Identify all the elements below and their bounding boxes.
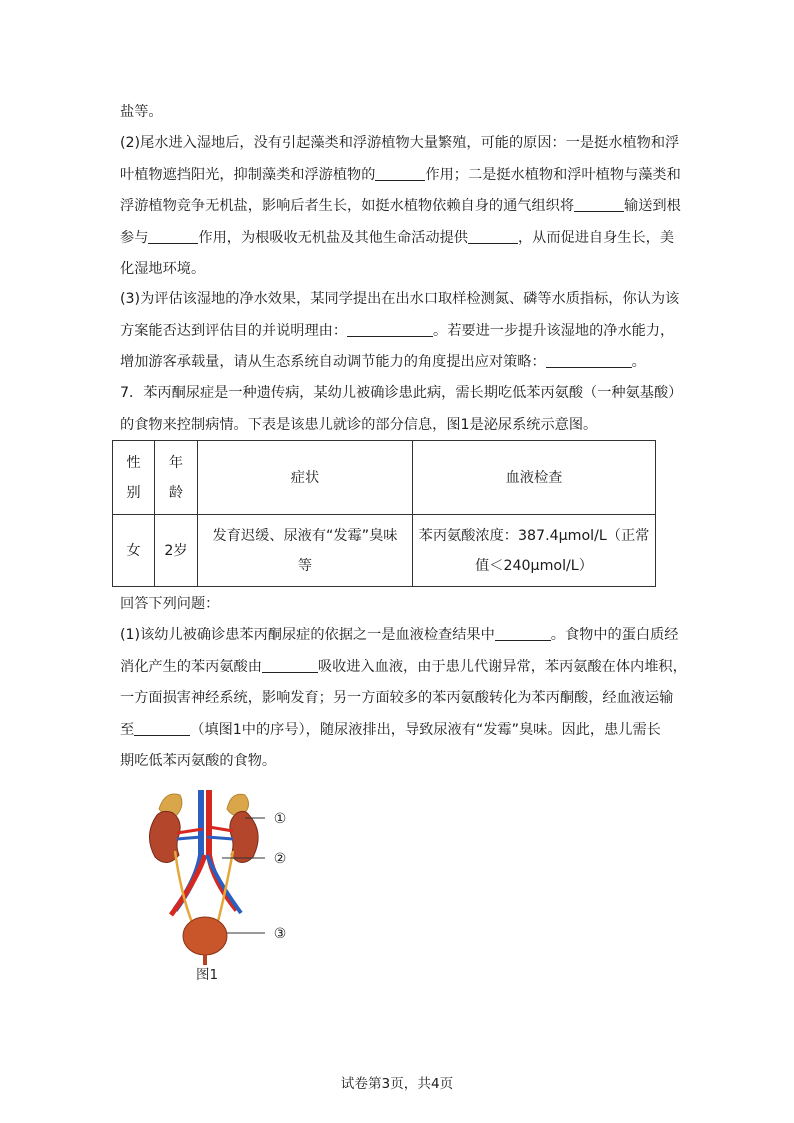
cell-blood-test: 苯丙氨酸浓度：387.4μmol/L（正常 值＜240μmol/L） [413, 515, 656, 587]
label-1: ① [273, 811, 287, 827]
header-blood-test: 血液检查 [413, 441, 656, 515]
urethra [203, 954, 207, 965]
renal-vein-right [207, 837, 233, 839]
patient-info-table [112, 440, 656, 587]
bladder [183, 917, 227, 955]
page-footer: 试卷第3页，共4页 [340, 1076, 454, 1092]
answer-blank[interactable] [347, 322, 433, 337]
cell-age: 2岁 [155, 515, 198, 587]
urinary-system-diagram [145, 785, 295, 985]
vein-branch-right [207, 855, 241, 913]
kidney-right [230, 811, 258, 862]
question-7-1: (1)该幼儿被确诊患苯丙酮尿症的依据之一是血液检查结果中 。食物中的蛋白质经 消化产生的苯丙氨酸由 吸收进入血液，由于患儿代谢异常，苯丙氨酸在体内堆积， 一方面损害神经系统，影响发育；另一方面较多的苯丙氨酸转化为苯丙酮酸，经血液运输 至 （填图1中的序号），随尿液排出，导致尿液有“发霉”臭味。因此，患儿需长 期吃低苯丙氨酸的食物。 [120, 627, 687, 769]
question-7: 7．苯丙酮尿症是一种遗传病，某幼儿被确诊患此病，需长期吃低苯丙氨酸（一种氨基酸） 的食物来控制病情。下表是该患儿就诊的部分信息，图1是泌尿系统示意图。 [120, 385, 683, 433]
intro-tail: 盐等。 [120, 104, 163, 120]
header-age: 年 龄 [155, 441, 198, 515]
table-header-row [113, 441, 656, 515]
question-3: (3)为评估该湿地的净水效果，某同学提出在出水口取样检测氮、磷等水质指标，你认为该 方案能否达到评估目的并说明理由： 。若要进一步提升该湿地的净水能力， 增加游客承载量，请从生态系统自动调节能力的角度提出应对策略： 。 [120, 291, 680, 370]
answer-blank[interactable] [375, 166, 425, 181]
answer-blank[interactable] [468, 229, 518, 244]
answer-blank[interactable] [134, 721, 190, 736]
answer-blank[interactable] [546, 353, 632, 368]
table-row [113, 515, 656, 587]
answer-blank[interactable] [262, 658, 318, 673]
answer-blank[interactable] [574, 197, 624, 212]
answer-intro: 回答下列问题： [120, 596, 220, 612]
urinary-system-figure [145, 785, 295, 985]
answer-blank[interactable] [495, 626, 551, 641]
figure-caption: 图1 [195, 967, 219, 983]
renal-vein-left [177, 837, 201, 839]
header-sex: 性 别 [113, 441, 155, 515]
label-3: ③ [273, 926, 287, 942]
label-2: ② [273, 851, 287, 867]
question-2: (2)尾水进入湿地后，没有引起藻类和浮游植物大量繁殖，可能的原因：一是挺水植物和浮 叶植物遮挡阳光，抑制藻类和浮游植物的 作用；二是挺水植物和浮叶植物与藻类和 浮游植物竞争无机盐，影响后者生长，如挺水植物依赖自身的通气组织将 输送到根 参与 作用，为根吸收无机盐及其他生命活动提供 ，从而促进自身生长，美 化湿地环境。 [120, 135, 681, 277]
header-symptom: 症状 [198, 441, 413, 515]
answer-blank[interactable] [148, 229, 198, 244]
cell-symptom: 发育迟缓、尿液有“发霉”臭味 等 [198, 515, 413, 587]
cell-sex: 女 [113, 515, 155, 587]
